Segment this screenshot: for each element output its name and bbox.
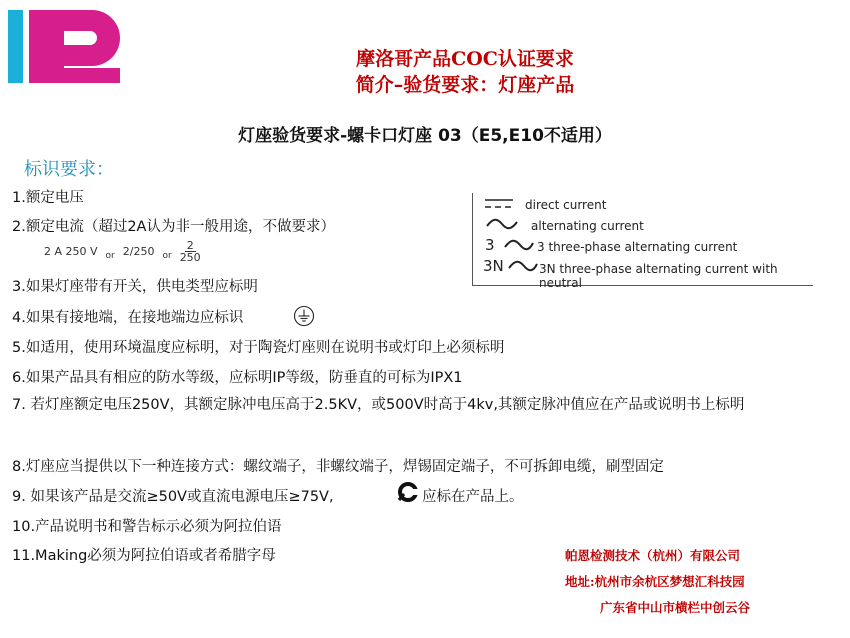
requirement-6: 6.如果产品具有相应的防水等级，应标明IP等级，防垂直的可标为IPX1 <box>12 370 463 386</box>
requirement-9-suffix: 应标在产品上。 <box>422 489 524 505</box>
company-address-1: 地址:杭州市余杭区梦想汇科技园 <box>565 574 745 589</box>
direct-current-icon <box>483 197 519 211</box>
requirement-2: 2.额定电流（超过2A认为非一般用途，不做要求） <box>12 219 335 235</box>
rating-or-2: or <box>162 250 172 261</box>
slide-title: 灯座验货要求-螺卡口灯座 03（E5,E10不适用） <box>238 126 612 146</box>
section-heading: 标识要求： <box>24 159 114 180</box>
rating-example-b: 2/250 <box>122 245 155 258</box>
rating-fraction <box>180 240 201 263</box>
rating-or-1: or <box>105 250 115 261</box>
legend-direct-current: direct current <box>525 198 607 212</box>
fraction-denominator: 250 <box>179 251 201 264</box>
rating-example <box>44 240 201 263</box>
requirement-9: 9. 如果该产品是交流≥50V或直流电源电压≥75V, <box>12 489 334 505</box>
legend-three-phase-neutral: 3N three-phase alternating current with neutral <box>539 262 778 290</box>
requirement-10: 10.产品说明书和警告标示必须为阿拉伯语 <box>12 519 282 535</box>
current-type-legend <box>472 193 813 290</box>
requirement-7: 7. 若灯座额定电压250V，其额定脉冲电压高于2.5KV，或500V时高于4kv,其额定脉冲值应在产品或说明书上标明 <box>12 397 745 413</box>
legend-three-phase: 3 three-phase alternating current <box>537 240 738 254</box>
alternating-current-icon <box>485 217 519 231</box>
requirement-1: 1.额定电压 <box>12 190 84 206</box>
company-name: 帕恩检测技术（杭州）有限公司 <box>565 548 741 563</box>
rating-example-a: 2 A 250 V <box>44 245 98 258</box>
requirement-4: 4.如果有接地端，在接地端边应标识 <box>12 310 244 326</box>
requirement-8: 8.灯座应当提供以下一种连接方式：螺纹端子，非螺纹端子，焊锡固定端子，不可拆卸电缆，刷型固定 <box>12 459 664 475</box>
three-phase-ac-icon <box>503 238 535 252</box>
three-phase-neutral-ac-icon <box>507 259 539 273</box>
legend-alternating-current: alternating current <box>531 219 644 233</box>
fraction-numerator: 2 <box>186 239 194 252</box>
mark-symbol-icon <box>396 480 420 504</box>
requirement-3: 3.如果灯座带有开关，供电类型应标明 <box>12 279 258 295</box>
earth-ground-icon <box>293 305 315 327</box>
header-title-line2: 简介–验货要求：灯座产品 <box>355 74 575 96</box>
company-logo <box>2 5 122 85</box>
header-title-line1: 摩洛哥产品COC认证要求 <box>356 48 574 70</box>
requirement-5: 5.如适用，使用环境温度应标明，对于陶瓷灯座则在说明书或灯印上必须标明 <box>12 340 505 356</box>
company-address-2: 广东省中山市横栏中创云谷 <box>600 600 751 615</box>
three-phase-symbol: 3 <box>485 236 495 254</box>
requirement-11: 11.Making必须为阿拉伯语或者希腊字母 <box>12 548 276 564</box>
three-phase-neutral-symbol: 3N <box>483 257 504 275</box>
